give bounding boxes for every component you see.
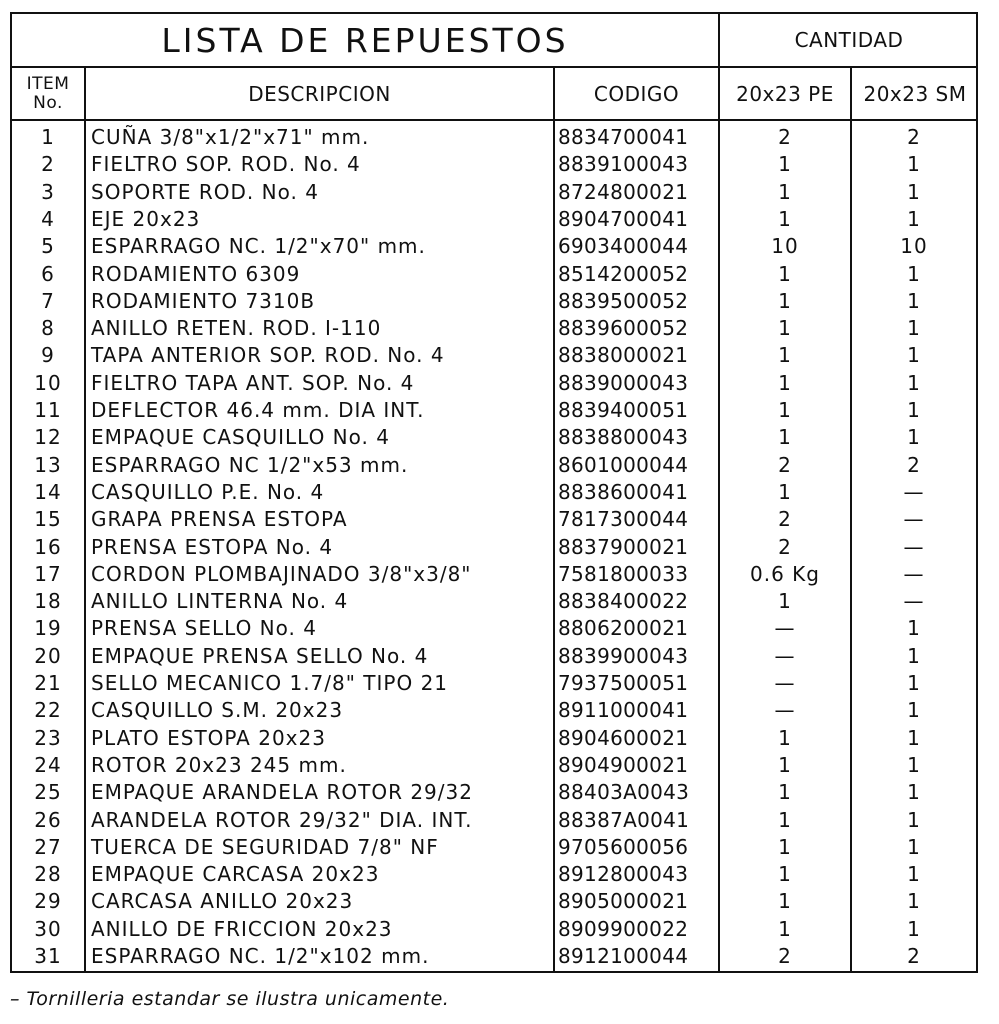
qty-sm: 1 xyxy=(907,780,921,805)
part-code: 8839900043 xyxy=(558,643,689,668)
qty-pe: 1 xyxy=(778,780,792,805)
qty-sm: 1 xyxy=(907,261,921,286)
item-number: 20 xyxy=(34,643,62,668)
qty-pe: 1 xyxy=(778,316,792,341)
item-number: 18 xyxy=(34,589,62,614)
qty-pe: 1 xyxy=(778,862,792,887)
part-description: FIELTRO TAPA ANT. SOP. No. 4 xyxy=(91,370,415,395)
qty-pe: 1 xyxy=(778,807,792,832)
table-row xyxy=(12,534,976,561)
item-number: 4 xyxy=(41,206,55,231)
qty-pe: 2 xyxy=(778,452,792,477)
part-code: 8904900021 xyxy=(558,752,689,777)
item-number: 10 xyxy=(34,370,62,395)
part-description: PLATO ESTOPA 20x23 xyxy=(91,725,326,750)
item-number: 8 xyxy=(41,316,55,341)
part-description: ANILLO RETEN. ROD. I-110 xyxy=(91,316,382,341)
table-row xyxy=(12,206,976,233)
descripcion-header: DESCRIPCION xyxy=(248,81,391,106)
item-number: 15 xyxy=(34,507,62,532)
part-code: 8912100044 xyxy=(558,944,689,968)
table-row xyxy=(12,916,976,943)
qty-sm: — xyxy=(903,534,925,559)
qty-pe: 1 xyxy=(778,398,792,422)
item-number: 6 xyxy=(41,261,55,286)
qty-pe: 1 xyxy=(778,425,792,450)
part-code: 8838600041 xyxy=(558,479,689,504)
item-number: 21 xyxy=(34,671,62,695)
part-description: DEFLECTOR 46.4 mm. DIA INT. xyxy=(91,398,425,422)
part-code: 8911000041 xyxy=(558,698,689,723)
part-code: 8837900021 xyxy=(558,534,689,559)
qty-sm: 1 xyxy=(907,834,921,859)
qty-pe: 1 xyxy=(778,589,792,614)
qty-pe: — xyxy=(774,698,796,723)
qty-pe: — xyxy=(774,616,796,641)
qty-sm: 1 xyxy=(907,206,921,231)
table-row xyxy=(12,479,976,506)
item-number: 16 xyxy=(34,534,62,559)
qty-pe: 1 xyxy=(778,288,792,313)
table-row xyxy=(12,288,976,315)
item-number: 31 xyxy=(34,944,62,968)
item-number: 2 xyxy=(41,152,55,177)
item-number: 23 xyxy=(34,725,62,750)
table-row xyxy=(12,397,976,424)
part-description: SELLO MECANICO 1.7/8" TIPO 21 xyxy=(91,671,449,695)
qty-sm: — xyxy=(903,589,925,614)
qty-pe: 1 xyxy=(778,479,792,504)
part-description: TUERCA DE SEGURIDAD 7/8" NF xyxy=(91,834,439,859)
qty-sm: 1 xyxy=(907,316,921,341)
part-description: CASQUILLO S.M. 20x23 xyxy=(91,698,344,723)
table-row xyxy=(12,151,976,178)
footnote: – Tornilleria estandar se ilustra unicamente. xyxy=(10,988,450,1010)
part-description: ANILLO LINTERNA No. 4 xyxy=(91,589,349,614)
part-description: ESPARRAGO NC. 1/2"x102 mm. xyxy=(91,944,430,968)
part-description: EJE 20x23 xyxy=(91,206,201,231)
qty-pe: 1 xyxy=(778,834,792,859)
part-code: 8834700041 xyxy=(558,125,689,149)
table-row xyxy=(12,888,976,915)
qty-sm: 1 xyxy=(907,152,921,177)
item-number: 29 xyxy=(34,889,62,914)
qty-sm: 1 xyxy=(907,807,921,832)
item-number: 28 xyxy=(34,862,62,887)
table-title: LISTA DE REPUESTOS xyxy=(161,20,569,60)
part-description: PRENSA SELLO No. 4 xyxy=(91,616,317,641)
table-row xyxy=(12,943,976,970)
qty-pe: 2 xyxy=(778,944,792,968)
qty-sm: 2 xyxy=(907,452,921,477)
table-row xyxy=(12,179,976,206)
part-description: EMPAQUE PRENSA SELLO No. 4 xyxy=(91,643,429,668)
part-code: 8838800043 xyxy=(558,425,689,450)
part-code: 8904700041 xyxy=(558,206,689,231)
part-code: 8839100043 xyxy=(558,152,689,177)
qty-sm: 1 xyxy=(907,916,921,941)
part-code: 8838000021 xyxy=(558,343,689,368)
table-row xyxy=(12,834,976,861)
qty-sm: 1 xyxy=(907,862,921,887)
part-description: RODAMIENTO 7310B xyxy=(91,288,316,313)
qty-sm: 2 xyxy=(907,125,921,149)
table-row xyxy=(12,588,976,615)
part-code: 8514200052 xyxy=(558,261,689,286)
table-row xyxy=(12,861,976,888)
item-number: 27 xyxy=(34,834,62,859)
qty-pe: 1 xyxy=(778,261,792,286)
part-description: EMPAQUE ARANDELA ROTOR 29/32 xyxy=(91,780,473,805)
qty-pe: 1 xyxy=(778,370,792,395)
table-row xyxy=(12,615,976,642)
item-header-line1: ITEM xyxy=(26,73,70,94)
table-row xyxy=(12,807,976,834)
item-number: 14 xyxy=(34,479,62,504)
item-number: 11 xyxy=(34,398,62,422)
qty-pe: 2 xyxy=(778,507,792,532)
table-row xyxy=(12,506,976,533)
item-header xyxy=(12,68,84,119)
part-description: ESPARRAGO NC 1/2"x53 mm. xyxy=(91,452,409,477)
qty-sm: — xyxy=(903,561,925,586)
qty-sm: 1 xyxy=(907,671,921,695)
table-row xyxy=(12,725,976,752)
qty-pe: 10 xyxy=(771,234,799,259)
table-row xyxy=(12,370,976,397)
part-description: ARANDELA ROTOR 29/32" DIA. INT. xyxy=(91,807,473,832)
part-description: CUÑA 3/8"x1/2"x71" mm. xyxy=(91,125,370,149)
part-description: PRENSA ESTOPA No. 4 xyxy=(91,534,334,559)
qty-sm: 1 xyxy=(907,889,921,914)
qty-sm: 1 xyxy=(907,179,921,204)
part-code: 8601000044 xyxy=(558,452,689,477)
qty-pe: 1 xyxy=(778,179,792,204)
qty-sm: 1 xyxy=(907,398,921,422)
table-row xyxy=(12,342,976,369)
part-description: GRAPA PRENSA ESTOPA xyxy=(91,507,348,532)
table-row xyxy=(12,561,976,588)
part-description: CASQUILLO P.E. No. 4 xyxy=(91,479,325,504)
item-number: 25 xyxy=(34,780,62,805)
part-description: ANILLO DE FRICCION 20x23 xyxy=(91,916,393,941)
part-code: 8905000021 xyxy=(558,889,689,914)
part-code: 8838400022 xyxy=(558,589,689,614)
qty-sm: 1 xyxy=(907,725,921,750)
qty-pe: — xyxy=(774,643,796,668)
cantidad-header: CANTIDAD xyxy=(794,28,904,52)
part-code: 6903400044 xyxy=(558,234,689,259)
item-number: 30 xyxy=(34,916,62,941)
qty-pe: 1 xyxy=(778,206,792,231)
part-code: 8839400051 xyxy=(558,398,689,422)
part-description: RODAMIENTO 6309 xyxy=(91,261,301,286)
qty-sm: 1 xyxy=(907,752,921,777)
qty-sm: 1 xyxy=(907,643,921,668)
part-description: EMPAQUE CARCASA 20x23 xyxy=(91,862,380,887)
item-number: 24 xyxy=(34,752,62,777)
qty-sm: 1 xyxy=(907,288,921,313)
qty-sm: 1 xyxy=(907,343,921,368)
codigo-header: CODIGO xyxy=(593,81,680,106)
col-pe-header: 20x23 PE xyxy=(736,81,834,106)
part-code: 8839600052 xyxy=(558,316,689,341)
item-number: 17 xyxy=(34,561,62,586)
item-number: 7 xyxy=(41,288,55,313)
part-code: 8839500052 xyxy=(558,288,689,313)
part-code: 8904600021 xyxy=(558,725,689,750)
item-number: 13 xyxy=(34,452,62,477)
parts-list-table xyxy=(10,12,978,973)
part-code: 8806200021 xyxy=(558,616,689,641)
table-row xyxy=(12,643,976,670)
qty-sm: — xyxy=(903,507,925,532)
table-row xyxy=(12,315,976,342)
qty-pe: 1 xyxy=(778,152,792,177)
part-description: ROTOR 20x23 245 mm. xyxy=(91,752,347,777)
qty-sm: 1 xyxy=(907,370,921,395)
table-row xyxy=(12,752,976,779)
part-code: 7581800033 xyxy=(558,561,689,586)
qty-pe: 0.6 Kg xyxy=(750,561,820,586)
part-description: CARCASA ANILLO 20x23 xyxy=(91,889,354,914)
item-number: 1 xyxy=(41,125,55,149)
part-description: CORDON PLOMBAJINADO 3/8"x3/8" xyxy=(91,561,472,586)
qty-pe: 1 xyxy=(778,752,792,777)
table-row xyxy=(12,124,976,151)
qty-pe: 2 xyxy=(778,534,792,559)
col-sm-header: 20x23 SM xyxy=(863,81,967,106)
part-code: 8912800043 xyxy=(558,862,689,887)
part-description: FIELTRO SOP. ROD. No. 4 xyxy=(91,152,361,177)
qty-sm: 10 xyxy=(900,234,928,259)
part-code: 9705600056 xyxy=(558,834,689,859)
qty-pe: — xyxy=(774,671,796,695)
item-number: 22 xyxy=(34,698,62,723)
qty-sm: — xyxy=(903,479,925,504)
part-code: 7817300044 xyxy=(558,507,689,532)
item-number: 26 xyxy=(34,807,62,832)
table-row xyxy=(12,697,976,724)
table-row xyxy=(12,452,976,479)
qty-pe: 2 xyxy=(778,125,792,149)
part-code: 8839000043 xyxy=(558,370,689,395)
qty-pe: 1 xyxy=(778,725,792,750)
part-code: 8724800021 xyxy=(558,179,689,204)
item-number: 9 xyxy=(41,343,55,368)
item-number: 3 xyxy=(41,179,55,204)
qty-sm: 1 xyxy=(907,616,921,641)
part-description: SOPORTE ROD. No. 4 xyxy=(91,179,319,204)
table-row xyxy=(12,779,976,806)
table-row xyxy=(12,233,976,260)
qty-sm: 1 xyxy=(907,698,921,723)
item-number: 19 xyxy=(34,616,62,641)
table-body xyxy=(12,121,976,971)
item-number: 12 xyxy=(34,425,62,450)
qty-pe: 1 xyxy=(778,343,792,368)
part-code: 88403A0043 xyxy=(558,780,690,805)
qty-pe: 1 xyxy=(778,916,792,941)
table-row xyxy=(12,670,976,697)
qty-pe: 1 xyxy=(778,889,792,914)
part-code: 88387A0041 xyxy=(558,807,690,832)
item-header-line2: No. xyxy=(33,92,63,113)
part-code: 8909900022 xyxy=(558,916,689,941)
part-description: ESPARRAGO NC. 1/2"x70" mm. xyxy=(91,234,426,259)
part-code: 7937500051 xyxy=(558,671,689,695)
table-row xyxy=(12,261,976,288)
table-row xyxy=(12,424,976,451)
part-description: TAPA ANTERIOR SOP. ROD. No. 4 xyxy=(91,343,445,368)
item-number: 5 xyxy=(41,234,55,259)
qty-sm: 1 xyxy=(907,425,921,450)
qty-sm: 2 xyxy=(907,944,921,968)
part-description: EMPAQUE CASQUILLO No. 4 xyxy=(91,425,390,450)
